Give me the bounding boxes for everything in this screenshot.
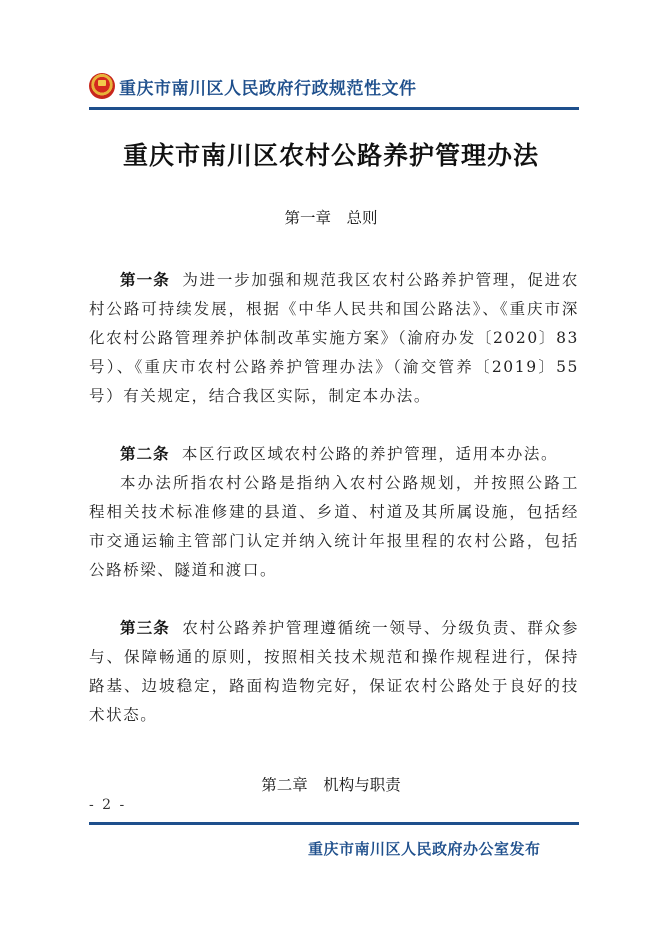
page-number: - 2 - <box>89 797 127 813</box>
paragraph-text: 本办法所指农村公路是指纳入农村公路规划，并按照公路工程相关技术标准修建的县道、乡道、村道及其所属设施，包括经市交通运输主管部门认定并纳入统计年报里程的农村公路，包括公路桥梁、隧道和渡口。 <box>89 474 579 579</box>
document-title: 重庆市南川区农村公路养护管理办法 <box>122 141 539 170</box>
chapter-1-heading: 第一章 总则 <box>284 209 378 227</box>
article-1 <box>89 266 579 411</box>
header-title: 重庆市南川区人民政府行政规范性文件 <box>119 78 417 99</box>
national-emblem-icon <box>89 73 115 99</box>
article-label: 第三条 <box>120 619 170 637</box>
article-text: 为进一步加强和规范我区农村公路养护管理，促进农村公路可持续发展，根据《中华人民共和国公路法》、《重庆市深化农村公路管理养护体制改革实施方案》（渝府办发〔2020〕83号）、《重庆市农村公路养护管理办法》（渝交管养〔2019〕55号）有关规定，结合我区实际，制定本办法。 <box>89 271 579 405</box>
article-text: 本区行政区域农村公路的养护管理，适用本办法。 <box>181 445 559 463</box>
article-text: 农村公路养护管理遵循统一领导、分级负责、群众参与、保障畅通的原则，按照相关技术规范和操作规程进行，保持路基、边坡稳定，路面构造物完好，保证农村公路处于良好的技术状态。 <box>89 619 579 724</box>
document-header <box>89 73 417 99</box>
article-3 <box>89 614 579 730</box>
article-label: 第二条 <box>120 445 170 463</box>
footer-divider <box>89 822 579 825</box>
header-divider <box>89 107 579 110</box>
article-2 <box>89 440 579 585</box>
chapter-2-heading: 第二章 机构与职责 <box>261 776 401 794</box>
publisher-footer: 重庆市南川区人民政府办公室发布 <box>308 840 541 858</box>
article-label: 第一条 <box>120 271 170 289</box>
